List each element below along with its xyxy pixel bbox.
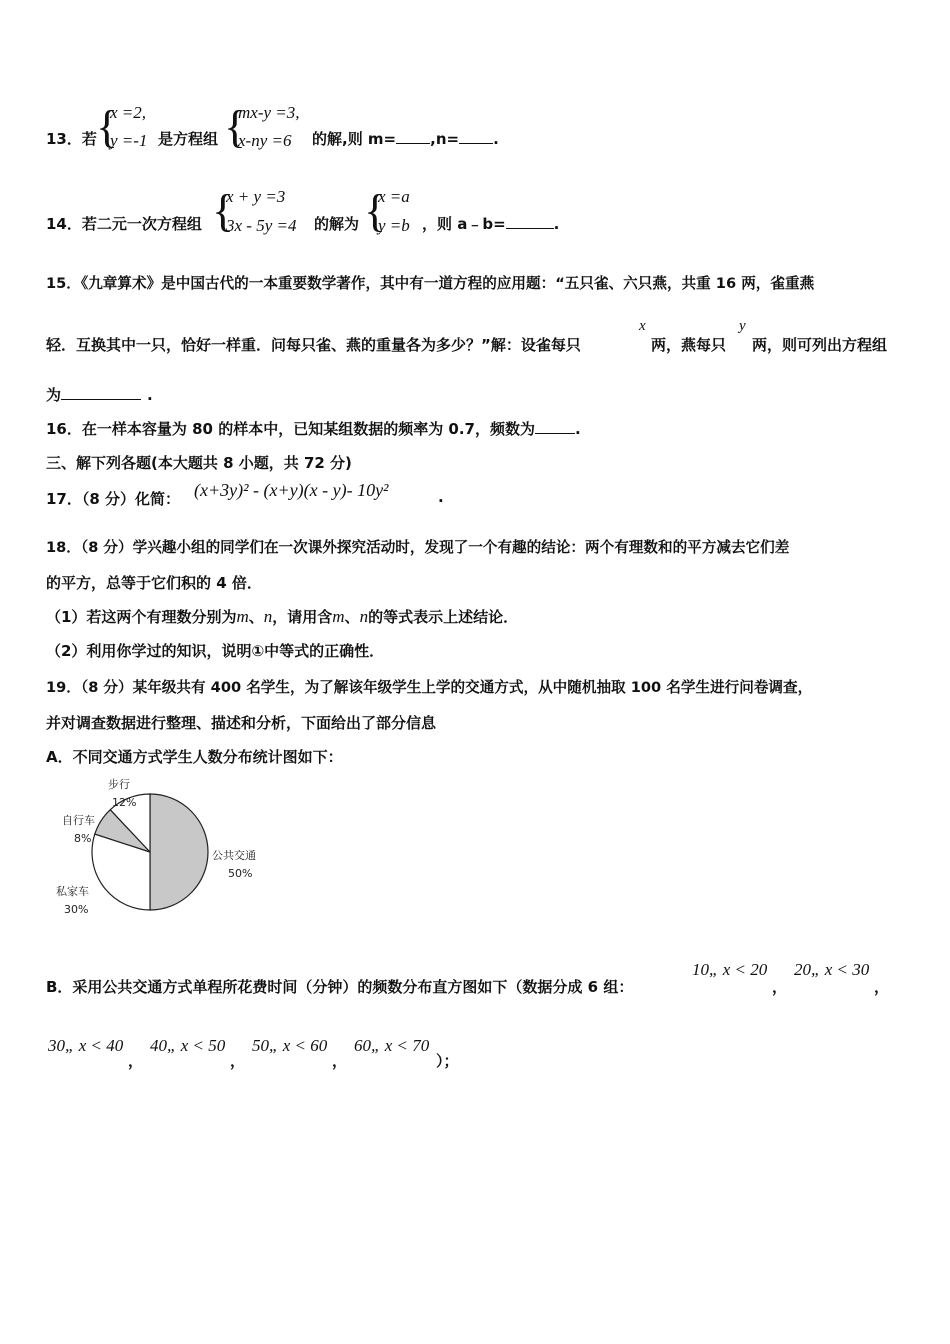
pie-label-percent: 12%	[112, 796, 137, 809]
q17-expr: (x+3y)² - (x+y)(x - y)- 10y²	[194, 480, 389, 500]
brace: {	[224, 101, 247, 152]
q19-line1: 19．（8 分）某年级共有 400 名学生，为了解该年级学生上学的交通方式，从中随机抽取 100 名学生进行问卷调查，	[46, 679, 813, 696]
answer-blank	[396, 129, 430, 144]
pie-slice-0	[150, 794, 208, 910]
q18-sub1	[46, 606, 518, 627]
group-1: 10„ x < 20	[692, 960, 768, 979]
var-n: n	[359, 607, 369, 626]
group-6: 60„ x < 70	[354, 1036, 430, 1055]
q15-line3b: .	[147, 386, 153, 404]
q14-label: 14．若二元一次方程组	[46, 215, 202, 233]
pie-label-name: 公共交通	[212, 849, 256, 862]
group-3: 30„ x < 40	[48, 1036, 124, 1055]
pie-label-percent: 30%	[64, 903, 89, 916]
comma: ，	[128, 1052, 144, 1070]
answer-blank	[61, 385, 141, 400]
pie-label-name: 步行	[108, 778, 130, 791]
q15-line2c: 两，则可列出方程组	[752, 336, 888, 354]
q16-end: .	[575, 420, 581, 438]
q13-mid: 是方程组	[158, 130, 219, 148]
answer-blank	[535, 419, 575, 434]
q15-var-x: x	[639, 318, 646, 334]
group-2: 20„ x < 30	[794, 960, 870, 979]
q16	[46, 418, 581, 439]
q13-tail2: ,n=	[430, 130, 460, 148]
var-m: m	[332, 607, 345, 626]
q15-line1: 15．《九章算术》是中国古代的一本重要数学著作，其中有一道方程的应用题：“五只雀、六只燕，共重 16 两，雀重燕	[46, 275, 815, 292]
brace: {	[96, 101, 119, 152]
q17-label: 17．（8 分）化简：	[46, 490, 181, 508]
q15-line2a: 轻．互换其中一只，恰好一样重．问每只雀、燕的重量各为多少？”解：设雀每只	[46, 336, 581, 354]
q15-line3	[46, 384, 153, 405]
pie-label-name: 私家车	[56, 885, 89, 898]
q18-sub1-text: 的等式表示上述结论．	[368, 608, 519, 626]
q13-eq3: mx-y =3,	[238, 103, 300, 122]
q15-line2b: 两，燕每只	[651, 336, 727, 354]
q13-eq1: x =2,	[110, 103, 147, 122]
q18-sub1-text: （1）若这两个有理数分别为	[46, 608, 237, 626]
q13-tail3: .	[493, 130, 499, 148]
q15-var-y: y	[739, 318, 746, 334]
q17-end: .	[438, 488, 444, 506]
var-m: m	[236, 607, 249, 626]
q15-line3a: 为	[46, 386, 62, 404]
q19-line2: 并对调查数据进行整理、描述和分析，下面给出了部分信息	[46, 714, 437, 732]
q14-mid: 的解为	[314, 215, 360, 233]
q19-partA: A．不同交通方式学生人数分布统计图如下：	[46, 748, 343, 766]
separator: 、	[248, 608, 264, 626]
pie-chart	[50, 772, 290, 932]
group-4: 40„ x < 50	[150, 1036, 226, 1055]
q13-eq2: y =-1	[110, 131, 148, 150]
q13-label: 13．若	[46, 130, 97, 148]
q14-tail1: ，则 a﹣b=	[422, 215, 506, 233]
group-5: 50„ x < 60	[252, 1036, 328, 1055]
q18-sub1-text: ，请用含	[272, 608, 333, 626]
q14-tail2: .	[553, 215, 560, 233]
q14-eq1: x + y =3	[226, 187, 286, 206]
q16-text: 16．在一样本容量为 80 的样本中，已知某组数据的频率为 0.7，频数为	[46, 420, 535, 438]
brace: {	[212, 185, 235, 236]
q18-sub2: （2）利用你学过的知识，说明①中等式的正确性．	[46, 642, 385, 660]
q14-eq2: 3x - 5y =4	[226, 216, 297, 235]
pie-label-percent: 8%	[74, 832, 92, 845]
q13-eq4: x-ny =6	[238, 131, 292, 150]
answer-blank	[506, 214, 554, 229]
q19-partB: B．采用公共交通方式单程所花费时间（分钟）的频数分布直方图如下（数据分成 6 组：	[46, 978, 634, 996]
comma: ，	[874, 978, 890, 996]
answer-blank	[459, 129, 493, 144]
comma: ，	[332, 1052, 348, 1070]
q18-line1: 18．（8 分）学兴趣小组的同学们在一次课外探究活动时，发现了一个有趣的结论：两个有理数和的平方减去它们差	[46, 539, 790, 556]
comma: ，	[230, 1052, 246, 1070]
q13-tail1: 的解,则 m=	[312, 130, 397, 148]
brace: {	[364, 185, 387, 236]
q18-line2: 的平方，总等于它们积的 4 倍．	[46, 574, 262, 592]
pie-label-name: 自行车	[62, 814, 95, 827]
q14-eq4: y =b	[378, 216, 410, 235]
q19-end: ）；	[436, 1052, 459, 1070]
comma: ，	[772, 978, 788, 996]
var-n: n	[263, 607, 273, 626]
separator: 、	[344, 608, 360, 626]
q14-tail	[422, 213, 559, 234]
pie-label-percent: 50%	[228, 867, 253, 880]
section-heading: 三、解下列各题(本大题共 8 小题，共 72 分)	[46, 454, 352, 472]
q14-eq3: x =a	[378, 187, 410, 206]
q13-tail	[312, 128, 499, 149]
